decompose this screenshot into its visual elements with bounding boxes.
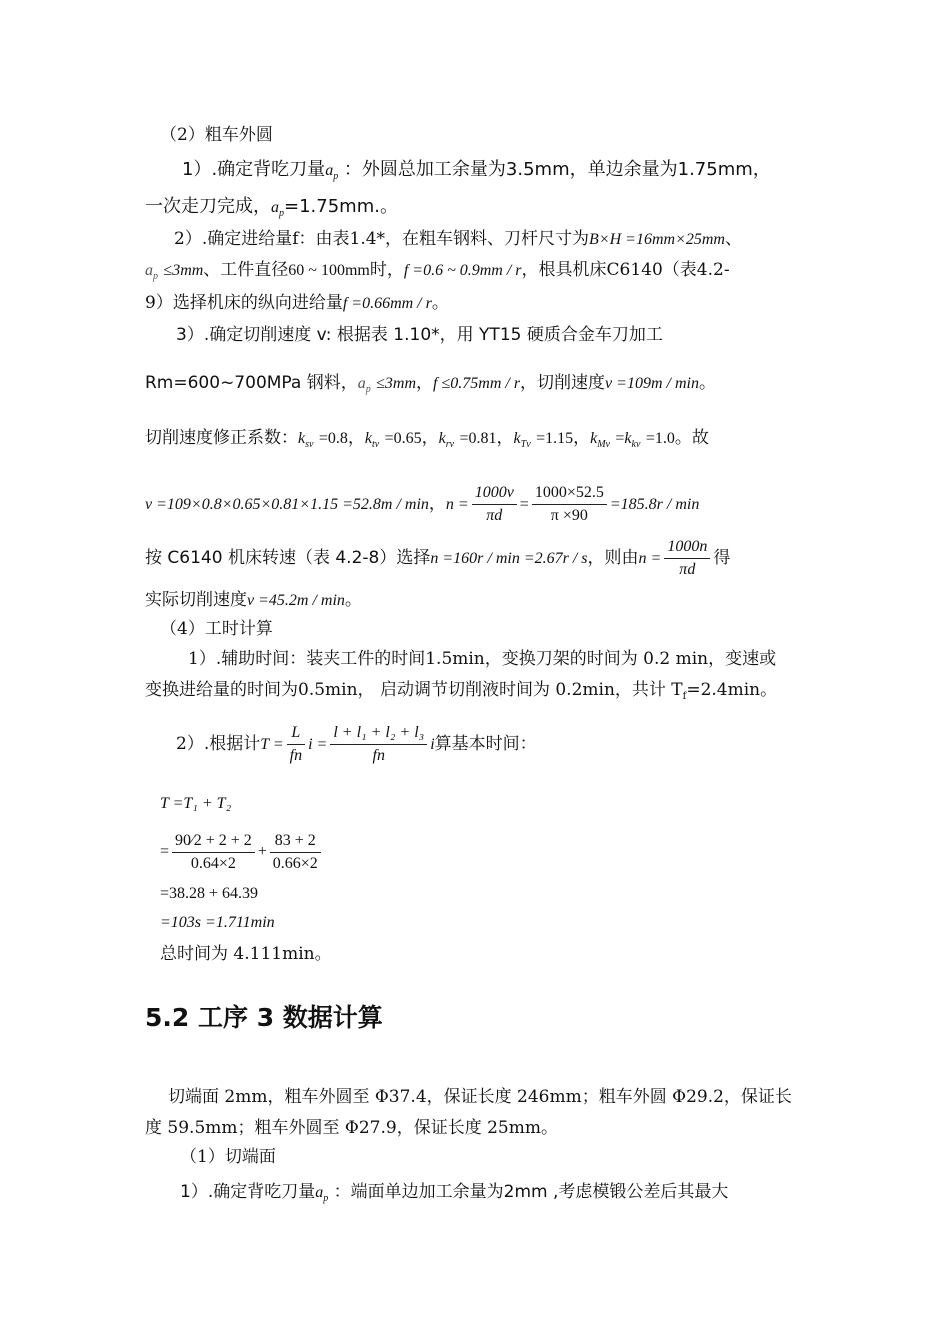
coef-value: =0.8 [318, 430, 348, 447]
tool-size-formula: B×H =16mm×25mm [589, 231, 725, 248]
coef-value: =0.81 [459, 430, 497, 447]
selected-speed: n =160r / min =2.67r / s [430, 550, 588, 567]
step1-line2 [145, 196, 398, 219]
punct: 。 [344, 590, 362, 610]
text: ，则由 [587, 548, 639, 568]
subheading-face: （1）切端面 [180, 1147, 276, 1167]
actual-speed: v =45.2m / min [247, 592, 345, 609]
feed-range: f =0.6 ~ 0.9mm / r [403, 262, 522, 279]
step1-lead: 1）.确定背吃刀量 [182, 159, 326, 180]
step3-line2 [145, 372, 716, 395]
text: 。故 [674, 428, 709, 448]
coef-value: =1.15 [536, 430, 574, 447]
punct: 、 [724, 229, 742, 249]
face-step1 [180, 1181, 728, 1204]
step2-line3 [145, 292, 449, 315]
coef-value: =0.65 [384, 430, 422, 447]
coef-ksv: $k_{sv}$ [298, 430, 314, 450]
text: Rm=600~700MPa 钢料， [145, 373, 358, 393]
step3-line4: v =109×0.8×0.65×0.81×1.15 =52.8m / min，n = $\frac{1000v}{\pi d}$ = $\frac{1000\times 52.5}{\pi \times 90}$ =185.8r / min [145, 476, 699, 533]
step1-value: =1.75mm.。 [284, 196, 398, 217]
text: 时， [369, 260, 404, 280]
text: 算基本时间： [434, 734, 537, 754]
time-step1-line2 [145, 679, 777, 701]
diameter-range: 60 ~ 100mm [288, 262, 370, 279]
text: 实际切削速度 [145, 590, 247, 610]
coef-kTv: $k_{Tv}$ [513, 430, 531, 450]
punct: 。 [698, 373, 716, 393]
i-symbol: i = [308, 736, 328, 753]
step2-line2 [145, 259, 730, 282]
step3-line3: 切削速度修正系数：$k_{sv} =0.8$，$k_{tv} =0.65$，$k_{rv} =0.81$，$k_{Tv} =1.15$，$k_{Mv} =k_{kv} =1.0$。故 [145, 428, 709, 450]
n-symbol: n = [445, 496, 469, 513]
text: =2.4min。 [686, 680, 778, 700]
step3-line1: 3）.确定切削速度 v: 根据表 1.10*，用 YT15 硬质合金车刀加工 [176, 325, 663, 345]
fraction-L-fn: $\frac{L}{fn}$ [287, 722, 305, 767]
step2-line1 [174, 228, 742, 251]
step1-text2: 一次走刀完成， [145, 196, 271, 217]
feed-limit: f ≤0.75mm / r [433, 375, 521, 392]
fraction-calc-1: $\frac{90⁄2 + 2 + 2}{0.64\times 2}$ [172, 830, 255, 875]
fraction-l-sum-fn: $\frac{\text{l + l₁ + l₂ + l₃}}{fn}$ [330, 722, 427, 767]
text: 、工件直径 [203, 260, 289, 280]
symbol-ap: $a_p$ [271, 199, 284, 219]
total-time: 总时间为 4.111min。 [160, 944, 332, 964]
step2-text: 2）.确定进给量f：由表1.4*，在粗车钢料、刀杆尺寸为 [174, 229, 590, 249]
symbol-ap: $a_p$ [145, 262, 158, 282]
speed-formula: v =109×0.8×0.65×0.81×1.15 =52.8m / min [145, 496, 429, 513]
calc-line3: =38.28 + 64.39 [160, 885, 259, 902]
text: 2）.根据计 [176, 734, 261, 754]
fraction-calc-2: $\frac{83 + 2}{0.66\times 2}$ [270, 830, 321, 875]
symbol-ap: $a_p$ [325, 162, 339, 182]
coef-value: =1.0 [645, 430, 675, 447]
text: 按 C6140 机床转速（表 4.2-8）选择 [145, 548, 431, 568]
speed-value: v =109m / min [605, 375, 699, 392]
text: 得 [713, 548, 731, 568]
i-symbol: i [430, 736, 435, 753]
time-step1-line1: 1）.辅助时间：装夹工件的时间1.5min，变换刀架的时间为 0.2 min，变速或 [188, 649, 777, 669]
depth-limit: ≤3mm [163, 262, 204, 279]
text: 切削速度修正系数： [145, 428, 298, 448]
T-symbol: T = [260, 736, 284, 753]
fraction-1000v-pid: $\frac{1000v}{\pi d}$ [472, 482, 517, 527]
section-heading: 5.2 工序 3 数据计算 [145, 1003, 383, 1032]
step1-text: ：外圆总加工余量为3.5mm，单边余量为1.75mm， [343, 159, 771, 180]
section-intro-line2: 度 59.5mm；粗车外圆至 Φ27.9，保证长度 25mm。 [145, 1118, 558, 1138]
calc-line1: T =T₁ + T₂ [160, 795, 232, 812]
coef-krv: $k_{rv}$ [438, 430, 455, 450]
step3-line6 [145, 589, 362, 612]
text: 变换进给量的时间为0.5min， 启动调节切削液时间为 0.2min，共计 T [145, 680, 683, 700]
symbol-ap: $a_p$ [315, 1184, 329, 1204]
step1-line1 [182, 159, 771, 182]
coef-kMv: $k_{Mv}$ [590, 430, 610, 450]
punct: 。 [431, 293, 449, 313]
text: 1）.确定背吃刀量 [180, 1182, 316, 1202]
text: ：端面单边加工余量为2mm ,考虑模锻公差后其最大 [333, 1182, 729, 1202]
step3-line5 [145, 530, 730, 587]
depth-limit: ≤3mm [376, 375, 417, 392]
calc-line4: =103s =1.711min [160, 914, 275, 931]
section-intro-line1: 切端面 2mm，粗车外圆至 Φ37.4，保证长度 246mm；粗车外圆 Φ29.2，保证长 [168, 1087, 792, 1107]
punct: ， [416, 373, 434, 393]
feed-value: f =0.66mm / r [342, 295, 432, 312]
symbol-ap: $a_p$ [357, 375, 371, 395]
fraction-1000n-pid: $\frac{1000n}{\pi d}$ [664, 536, 710, 581]
text: ，切削速度 [520, 373, 606, 393]
time-step2 [176, 716, 537, 773]
text: ，根具机床C6140（表4.2- [521, 260, 730, 280]
subheading-rough-turning: （2）粗车外圆 [160, 125, 273, 145]
subheading-time: （4）工时计算 [160, 619, 273, 639]
rotation-speed: =185.8r / min [609, 496, 700, 513]
sub-f: f [682, 691, 687, 702]
coef-kkv: $k_{kv}$ [624, 430, 641, 450]
calc-line2: = $\frac{90⁄2 + 2 + 2}{0.64\times 2}$ + $\frac{83 + 2}{0.66\times 2}$ [160, 824, 324, 880]
n-symbol: n = [638, 550, 662, 567]
text: 9）选择机床的纵向进给量 [145, 293, 343, 313]
coef-ktv: $k_{tv}$ [364, 430, 380, 450]
fraction-1000x52.5: $\frac{1000\times 52.5}{\pi \times 90}$ [532, 482, 607, 527]
